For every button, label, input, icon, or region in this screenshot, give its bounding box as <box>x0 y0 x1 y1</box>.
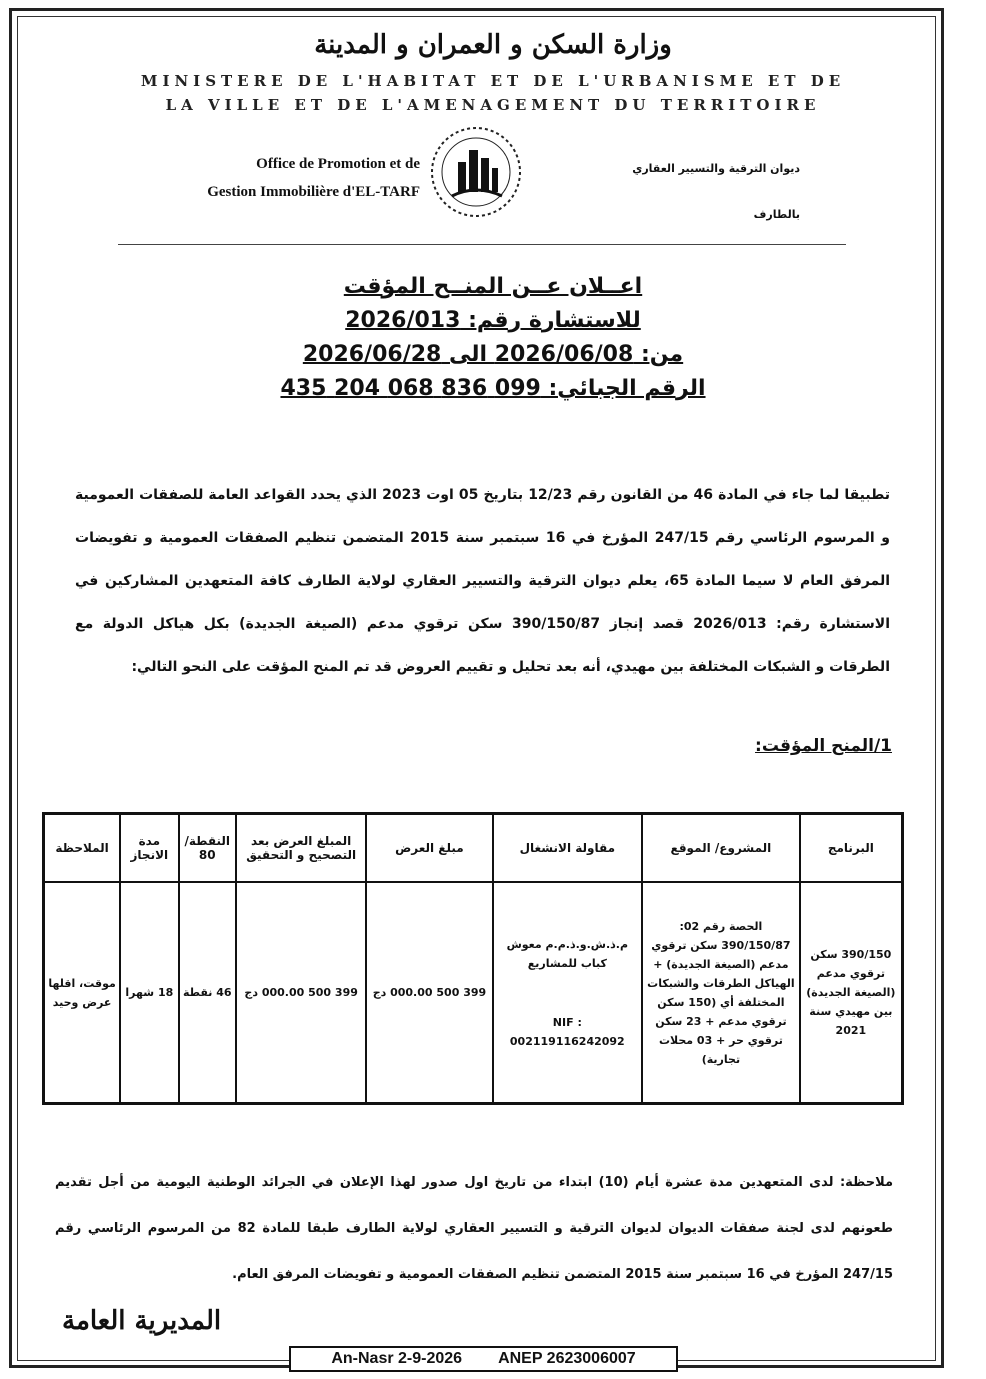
col-contractor: مقاولة الانشغال <box>493 814 643 883</box>
ministry-title-fr-line2: LA VILLE ET DE L'AMENAGEMENT DU TERRITOIRE <box>165 96 821 114</box>
title-line-tax-number: الرقم الجبائي: 099 836 068 204 435 <box>280 376 706 401</box>
cell-remark: موقت، اقلها عرض وحيد <box>44 882 121 1104</box>
footer-anep-reference: ANEP 2623006007 <box>498 1350 636 1367</box>
award-table <box>42 812 904 1105</box>
ministry-title-fr-line1: MINISTERE DE L'HABITAT ET DE L'URBANISME ET DE <box>140 72 846 90</box>
title-line-consultation: للاستشارة رقم: 2026/013 <box>345 308 641 333</box>
office-fr-line2: Gestion Immobilière d'EL-TARF <box>207 184 420 200</box>
col-score: النقطة/ 80 <box>179 814 236 883</box>
footer-newspaper: An-Nasr 2-9-2026 <box>331 1350 463 1367</box>
col-corrected-amount: المبلغ العرض بعد التصحيح و التحقيق <box>236 814 366 883</box>
announcement-title <box>0 270 986 406</box>
cell-project: الحصة رقم 02: 390/150/87 سكن ترقوي مدعم (الصيغة الجديدة) + الهياكل الطرقات والشبكات المختلفة أي (150 سكن ترقوي مدعم + 23 سكن ترقوي حر + 03 محلات تجارية) <box>642 882 800 1104</box>
office-ar-line2: بالطارف <box>753 208 800 221</box>
appeal-note: ملاحظة: لدى المتعهدين مدة عشرة أيام (10) ابتداء من تاريخ اول صدور لهذا الإعلان في الجرائد الوطنية اليومية من أجل تقديم طعونهم لدى لجنة صفقات الديوان لديوان الترقية و التسيير العقاري لولاية الطارف طبقا للمادة 82 من المرسوم الرئاسي رقم 247/15 المؤرخ في 16 سبتمبر سنة 2015 المتضمن تنظيم الصفقات العمومية و تفويضات المرفق العام. <box>55 1175 893 1282</box>
office-name-fr <box>120 150 420 206</box>
office-fr-line1: Office de Promotion et de <box>256 156 420 172</box>
cell-contractor <box>493 882 643 1104</box>
table-row <box>44 882 903 1104</box>
section-provisional-award: 1/المنح المؤقت: <box>755 736 892 756</box>
cell-corrected-amount: 399 500 000.00 دج <box>236 882 366 1104</box>
contractor-name: م.ذ.ش.و.ذ.م.م معوش كباب للمشاريع <box>506 937 629 970</box>
header-divider <box>118 244 846 245</box>
office-name-ar <box>560 146 800 238</box>
signature-directorate: المديرية العامة <box>62 1306 222 1336</box>
col-program: البرنامج <box>800 814 903 883</box>
cell-program: 390/150 سكن ترقوي مدعم (الصيغة الجديدة) بين مهيدي سنة 2021 <box>800 882 903 1104</box>
publication-footer <box>289 1346 678 1372</box>
cell-duration: 18 شهرا <box>120 882 178 1104</box>
cell-bid-amount: 399 500 000.00 دج <box>366 882 492 1104</box>
col-remark: الملاحظة <box>44 814 121 883</box>
col-project: المشروع/ الموقع <box>642 814 800 883</box>
title-line-dates: من: 2026/06/08 الى 2026/06/28 <box>302 342 684 367</box>
office-ar-line1: ديوان الترقية والتسيير العقاري <box>632 162 800 175</box>
contractor-nif: NIF : 002119116242092 <box>509 1015 625 1048</box>
title-line-announcement: اعــلان عــن المنــح المؤقت <box>343 274 643 299</box>
table-header-row <box>44 814 903 883</box>
col-bid-amount: مبلغ العرض <box>366 814 492 883</box>
opgi-logo-icon <box>428 122 524 222</box>
announcement-body: تطبيقا لما جاء في المادة 46 من القانون رقم 12/23 بتاريخ 05 اوت 2023 الذي يحدد القواعد العامة للصفقات العمومية و المرسوم الرئاسي رقم 247/15 المؤرخ في 16 سبتمبر سنة 2015 المتضمن تنظيم الصفقات العمومية و تفويضات المرفق العام لا سيما المادة 65، يعلم ديوان الترقية والتسيير العقاري لولاية الطارف كافة المتعهدين المشاركين في الاستشارة رقم: 2026/013 قصد إنجاز 390/150/87 سكن ترقوي مدعم (الصيغة الجديدة) بكل هياكل الدولة مع الطرقات و الشبكات المختلفة بين مهيدي، أنه بعد تحليل و تقييم العروض قد تم المنح المؤقت على النحو التالي: <box>75 487 891 675</box>
ministry-title-ar: وزارة السكن و العمران و المدينة <box>314 30 672 60</box>
col-duration: مدة الانجاز <box>120 814 178 883</box>
cell-score: 46 نقطة <box>179 882 236 1104</box>
